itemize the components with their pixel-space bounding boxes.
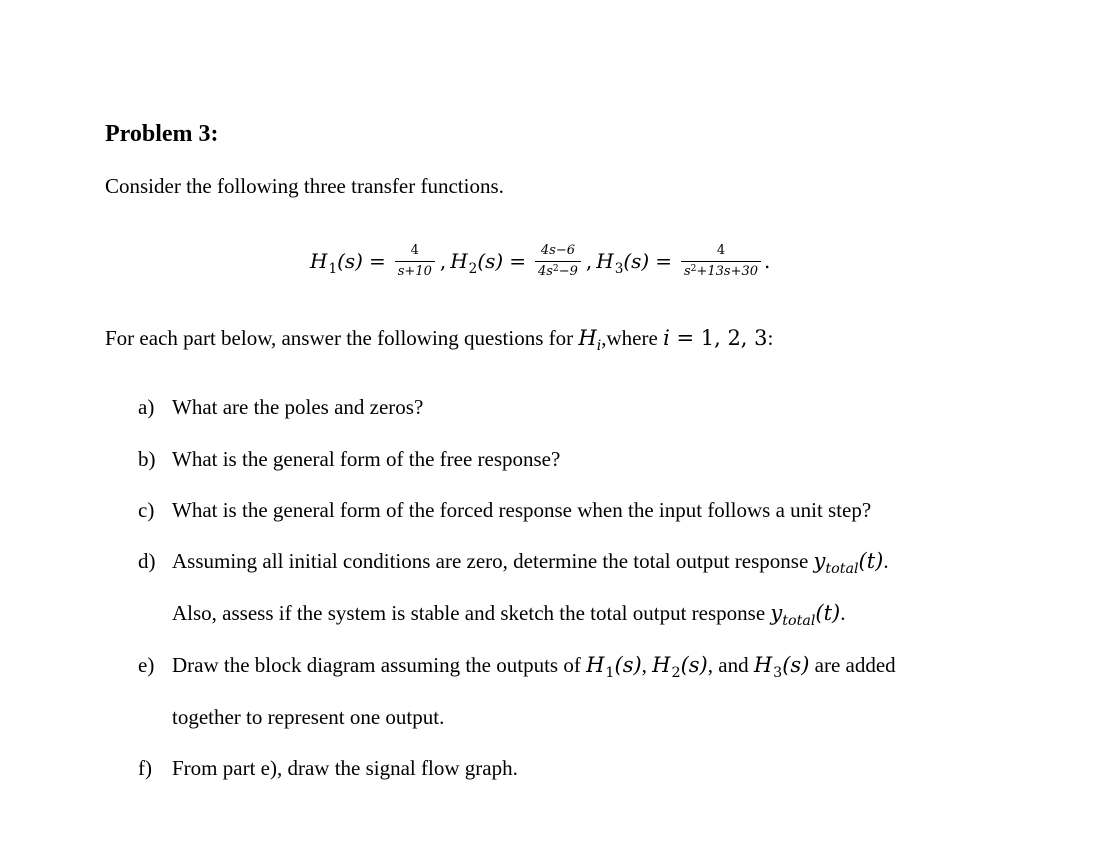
h3-label: $H_3(s)$	[596, 249, 650, 277]
h2-numerator: 4s−6	[535, 243, 581, 262]
hi-symbol: $H_i$	[578, 326, 602, 354]
y-total-symbol: $y_{total}(t)$	[813, 549, 884, 577]
h2-label: $H_2(s)$	[450, 249, 504, 277]
h1-label: $H_1(s)$	[310, 249, 363, 277]
question-a	[0, 395, 1098, 425]
instructions-text: For each part below, answer the following questions for $H_i,where$ i = 1, 2, 3:	[105, 326, 774, 354]
h1-denominator: s+10	[397, 263, 432, 279]
question-d-label: d)	[138, 549, 156, 573]
question-e-text-line1: Draw the block diagram assuming the outputs of $H_1(s)$, $H_2(s)$, and $H_3(s)$ are added	[172, 653, 896, 681]
question-f	[0, 756, 1098, 786]
h2-fraction	[535, 243, 581, 279]
question-c-text: What is the general form of the forced response when the input follows a unit step?	[172, 498, 872, 522]
question-b	[0, 447, 1098, 477]
question-e	[0, 653, 1098, 683]
h1-fraction	[395, 243, 435, 279]
intro-text: Consider the following three transfer functions.	[105, 174, 504, 198]
question-d	[0, 549, 1098, 579]
question-e-continued	[0, 705, 1098, 735]
question-f-text: From part e), draw the signal flow graph.	[172, 756, 518, 780]
h2-denominator: $4s^2-9$	[537, 263, 578, 279]
y-total-symbol: $y_{total}(t)$	[770, 601, 841, 629]
question-e-label: e)	[138, 653, 155, 677]
question-a-label: a)	[138, 395, 155, 419]
question-c	[0, 498, 1098, 528]
question-c-label: c)	[138, 498, 155, 522]
h3-denominator: $s^2+13s+30$	[684, 263, 759, 279]
question-d-text-line1: Assuming all initial conditions are zero, determine the total output response $y_{total}(t)$.	[172, 549, 889, 577]
transfer-functions-equation: $H_1(s)$ = $\frac{4}{s+10}$ , $H_2(s)$ = $\frac{4s-6}{4s^2-9}$ , $H_3(s)$ = $\frac{4}{s^2+13s+30}$ .	[310, 242, 771, 279]
question-b-text: What is the general form of the free response?	[172, 447, 561, 471]
i-equation: i = 1, 2, 3	[663, 326, 768, 350]
question-f-label: f)	[138, 756, 152, 780]
h3-symbol: $H_3(s)$	[753, 653, 810, 681]
h3-numerator: 4	[681, 243, 761, 262]
question-e-text-line2: together to represent one output.	[172, 705, 445, 729]
question-d-continued	[0, 601, 1098, 631]
problem-title: Problem 3:	[105, 121, 219, 147]
h1-numerator: 4	[395, 243, 435, 262]
h1-symbol: $H_1(s)$	[586, 653, 642, 681]
question-b-label: b)	[138, 447, 156, 471]
h3-fraction	[681, 243, 761, 279]
question-a-text: What are the poles and zeros?	[172, 395, 424, 419]
h2-symbol: $H_2(s)$	[652, 653, 708, 681]
question-d-text-line2: Also, assess if the system is stable and sketch the total output response $y_{total}(t)$.	[172, 601, 846, 629]
